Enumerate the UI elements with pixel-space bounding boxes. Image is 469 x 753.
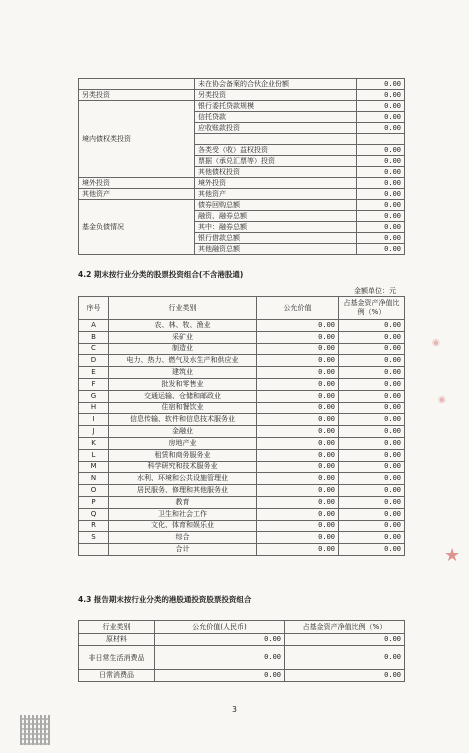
industry-code-cell: R <box>79 520 109 532</box>
table-row <box>79 414 405 426</box>
percentage-cell: 0.00 <box>339 532 405 544</box>
fair-value-cell: 0.00 <box>257 449 339 461</box>
header-cell: 行业类别 <box>109 297 257 320</box>
item-cell: 其中：融券总额 <box>195 222 357 233</box>
item-cell: 未在协会备案的合伙企业份额 <box>195 79 357 90</box>
item-cell: 银行借款总额 <box>195 233 357 244</box>
value-cell: 0.00 <box>357 123 405 134</box>
industry-name-cell: 居民服务、修理和其他服务业 <box>109 485 257 497</box>
table-row <box>79 367 405 379</box>
percentage-cell: 0.00 <box>339 414 405 426</box>
fair-value-cell: 0.00 <box>257 508 339 520</box>
item-cell: 债券回购总额 <box>195 200 357 211</box>
fair-value-cell: 0.00 <box>155 634 285 646</box>
table-row <box>79 378 405 390</box>
category-cell <box>79 79 195 90</box>
industry-code-cell: L <box>79 449 109 461</box>
header-cell <box>339 297 405 320</box>
table-row <box>79 670 405 682</box>
industry-name-cell: 合计 <box>109 544 257 556</box>
fair-value-cell: 0.00 <box>155 646 285 670</box>
table-row <box>79 532 405 544</box>
percentage-cell: 0.00 <box>339 402 405 414</box>
industry-code-cell: N <box>79 473 109 485</box>
percentage-cell: 0.00 <box>285 670 405 682</box>
percentage-cell: 0.00 <box>339 461 405 473</box>
industry-code-cell: K <box>79 437 109 449</box>
industry-name-cell: 水利、环境和公共设施管理业 <box>109 473 257 485</box>
table-header-row <box>79 621 405 634</box>
header-cell: 公允价值 <box>257 297 339 320</box>
value-cell: 0.00 <box>357 178 405 189</box>
table-row <box>79 473 405 485</box>
section-title-4-3: 4.3 报告期末按行业分类的港股通投资股票投资组合 <box>78 595 252 604</box>
fair-value-cell: 0.00 <box>257 378 339 390</box>
item-cell: 信托贷款 <box>195 112 357 123</box>
fair-value-cell: 0.00 <box>257 461 339 473</box>
table-row <box>79 200 405 211</box>
fair-value-cell: 0.00 <box>257 544 339 556</box>
percentage-cell: 0.00 <box>339 520 405 532</box>
industry-name-cell: 采矿业 <box>109 331 257 343</box>
asset-allocation-table <box>78 78 405 255</box>
value-cell: 0.00 <box>357 200 405 211</box>
industry-name-cell <box>79 646 155 670</box>
seal-stamp-icon: ◉ <box>438 395 446 405</box>
industry-name-cell: 原材料 <box>79 634 155 646</box>
item-cell: 其他融资总额 <box>195 244 357 255</box>
industry-name-cell: 卫生和社会工作 <box>109 508 257 520</box>
category-cell: 另类投资 <box>79 90 195 101</box>
fair-value-cell: 0.00 <box>257 367 339 379</box>
percentage-cell: 0.00 <box>285 634 405 646</box>
value-cell: 0.00 <box>357 222 405 233</box>
table-row <box>79 343 405 355</box>
industry-name-cell: 日常消费品 <box>79 670 155 682</box>
industry-name-cell: 电力、热力、燃气及水生产和供应业 <box>109 355 257 367</box>
percentage-cell: 0.00 <box>339 367 405 379</box>
table-row <box>79 355 405 367</box>
industry-code-cell: B <box>79 331 109 343</box>
percentage-cell: 0.00 <box>339 343 405 355</box>
category-cell: 其他资产 <box>79 189 195 200</box>
industry-code-cell: A <box>79 320 109 332</box>
industry-code-cell <box>79 544 109 556</box>
section-title-4-2: 4.2 期末按行业分类的股票投资组合(不含港股通) <box>78 270 244 279</box>
industry-name-cell: 租赁和商务服务业 <box>109 449 257 461</box>
industry-code-cell: F <box>79 378 109 390</box>
footer-watermark <box>62 721 452 743</box>
category-cell: 基金负债情况 <box>79 200 195 255</box>
item-cell: 另类投资 <box>195 90 357 101</box>
industry-code-cell: H <box>79 402 109 414</box>
percentage-cell: 0.00 <box>339 496 405 508</box>
industry-code-cell: O <box>79 485 109 497</box>
fair-value-cell: 0.00 <box>257 355 339 367</box>
percentage-cell: 0.00 <box>339 390 405 402</box>
fair-value-cell: 0.00 <box>257 320 339 332</box>
percentage-cell: 0.00 <box>339 485 405 497</box>
table-row <box>79 331 405 343</box>
table-row <box>79 449 405 461</box>
industry-stock-table <box>78 296 405 556</box>
percentage-cell: 0.00 <box>339 508 405 520</box>
percentage-cell: 0.00 <box>339 426 405 438</box>
industry-code-cell: C <box>79 343 109 355</box>
value-cell: 0.00 <box>357 189 405 200</box>
fair-value-cell: 0.00 <box>257 520 339 532</box>
table-row <box>79 485 405 497</box>
item-cell: 银行委托贷款规模 <box>195 101 357 112</box>
percentage-cell: 0.00 <box>339 473 405 485</box>
amount-unit-label: 金额单位：元 <box>354 287 396 295</box>
percentage-cell: 0.00 <box>339 320 405 332</box>
industry-name-cell: 综合 <box>109 532 257 544</box>
item-cell: 票据（承兑汇票等）投资 <box>195 156 357 167</box>
table-row <box>79 390 405 402</box>
industry-code-cell: E <box>79 367 109 379</box>
table-row <box>79 320 405 332</box>
industry-name-cell: 金融业 <box>109 426 257 438</box>
industry-name-cell: 教育 <box>109 496 257 508</box>
hk-connect-stock-table <box>78 620 405 682</box>
fair-value-cell: 0.00 <box>257 331 339 343</box>
fair-value-cell: 0.00 <box>257 496 339 508</box>
qr-code-icon <box>20 715 50 745</box>
industry-name-cell: 建筑业 <box>109 367 257 379</box>
value-cell: 0.00 <box>357 101 405 112</box>
item-cell: 境外投资 <box>195 178 357 189</box>
seal-stamp-icon: ◉ <box>432 338 440 348</box>
table-row <box>79 508 405 520</box>
industry-code-cell: Q <box>79 508 109 520</box>
industry-name-cell: 房地产业 <box>109 437 257 449</box>
value-cell: 0.00 <box>357 90 405 101</box>
percentage-cell: 0.00 <box>339 355 405 367</box>
page-number: 3 <box>232 705 237 714</box>
header-cell: 公允价值(人民币) <box>155 621 285 634</box>
table-row <box>79 79 405 90</box>
fair-value-cell: 0.00 <box>257 390 339 402</box>
table-row <box>79 437 405 449</box>
industry-name-cell: 文化、体育和娱乐业 <box>109 520 257 532</box>
value-cell: 0.00 <box>357 233 405 244</box>
header-cell: 序号 <box>79 297 109 320</box>
industry-name-text: 非日常生活消费品 <box>88 653 145 662</box>
percentage-cell: 0.00 <box>339 437 405 449</box>
star-stamp-icon: ★ <box>444 545 461 566</box>
industry-code-cell: S <box>79 532 109 544</box>
item-cell: 其他债权投资 <box>195 167 357 178</box>
table-row <box>79 101 405 112</box>
industry-name-cell: 住宿和餐饮业 <box>109 402 257 414</box>
table-row <box>79 426 405 438</box>
category-cell: 境内债权类投资 <box>79 101 195 178</box>
percentage-cell: 0.00 <box>339 378 405 390</box>
value-cell: 0.00 <box>357 156 405 167</box>
value-cell: 0.00 <box>357 211 405 222</box>
table-row <box>79 402 405 414</box>
industry-name-cell: 农、林、牧、渔业 <box>109 320 257 332</box>
table-row <box>79 634 405 646</box>
table-row <box>79 646 405 670</box>
fair-value-cell: 0.00 <box>155 670 285 682</box>
item-cell <box>195 134 357 145</box>
table-row <box>79 520 405 532</box>
industry-name-cell: 批发和零售业 <box>109 378 257 390</box>
industry-code-cell: D <box>79 355 109 367</box>
fair-value-cell: 0.00 <box>257 437 339 449</box>
industry-name-cell: 信息传输、软件和信息技术服务业 <box>109 414 257 426</box>
item-cell: 融资、融券总额 <box>195 211 357 222</box>
value-cell: 0.00 <box>357 145 405 156</box>
table-row <box>79 461 405 473</box>
header-cell: 行业类别 <box>79 621 155 634</box>
fair-value-cell: 0.00 <box>257 343 339 355</box>
percentage-cell: 0.00 <box>339 449 405 461</box>
fair-value-cell: 0.00 <box>257 485 339 497</box>
value-cell: 0.00 <box>357 79 405 90</box>
item-cell: 其他资产 <box>195 189 357 200</box>
industry-name-cell: 交通运输、仓储和邮政业 <box>109 390 257 402</box>
industry-name-cell: 科学研究和技术服务业 <box>109 461 257 473</box>
table-row <box>79 178 405 189</box>
category-cell: 境外投资 <box>79 178 195 189</box>
industry-code-cell: J <box>79 426 109 438</box>
industry-code-cell: M <box>79 461 109 473</box>
table-row <box>79 496 405 508</box>
value-cell: 0.00 <box>357 167 405 178</box>
value-cell <box>357 134 405 145</box>
header-text: 占基金资产净值比例（%） <box>343 299 400 316</box>
value-cell: 0.00 <box>357 112 405 123</box>
table-row <box>79 90 405 101</box>
value-cell: 0.00 <box>357 244 405 255</box>
table-row <box>79 189 405 200</box>
header-cell: 占基金资产净值比例（%） <box>285 621 405 634</box>
percentage-cell: 0.00 <box>285 646 405 670</box>
item-cell: 各类受（收）益权投资 <box>195 145 357 156</box>
industry-code-cell: P <box>79 496 109 508</box>
percentage-cell: 0.00 <box>339 331 405 343</box>
fair-value-cell: 0.00 <box>257 414 339 426</box>
fair-value-cell: 0.00 <box>257 473 339 485</box>
industry-name-cell: 制造业 <box>109 343 257 355</box>
industry-code-cell: I <box>79 414 109 426</box>
fair-value-cell: 0.00 <box>257 532 339 544</box>
industry-code-cell: G <box>79 390 109 402</box>
industry-rows <box>79 320 405 556</box>
item-cell: 应收账款投资 <box>195 123 357 134</box>
fair-value-cell: 0.00 <box>257 426 339 438</box>
percentage-cell: 0.00 <box>339 544 405 556</box>
table-row <box>79 544 405 556</box>
table-header-row <box>79 297 405 320</box>
fair-value-cell: 0.00 <box>257 402 339 414</box>
